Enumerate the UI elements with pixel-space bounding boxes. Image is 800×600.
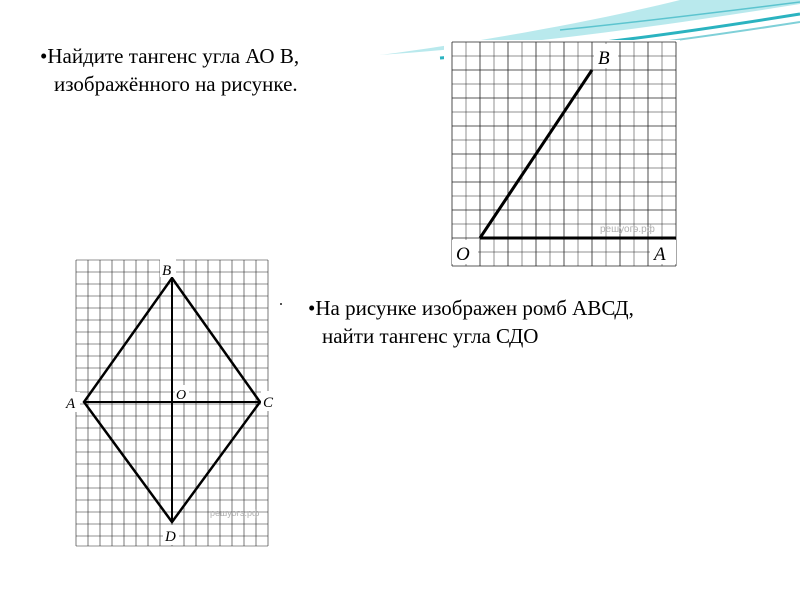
label-a: A xyxy=(66,396,76,412)
question-1-line-1 xyxy=(40,42,299,70)
figure-rhombus-abcd-svg xyxy=(60,258,280,548)
label-d: D xyxy=(165,529,176,545)
figure-rhombus-abcd xyxy=(60,258,280,548)
label-b: B xyxy=(162,263,172,279)
figure-angle-aob-svg xyxy=(444,40,680,268)
bullet: • xyxy=(308,296,316,320)
question-1 xyxy=(40,42,299,98)
label-o: O xyxy=(176,388,187,403)
question-2-line-1 xyxy=(308,294,634,322)
label-a: A xyxy=(654,244,666,265)
question-2 xyxy=(308,294,634,350)
watermark: решуогэ.рф xyxy=(210,508,260,518)
bullet: • xyxy=(40,44,48,68)
label-b: B xyxy=(598,48,610,69)
question-1-line-2: изображённого на рисунке. xyxy=(54,72,298,96)
question-2-text-1: На рисунке изображен ромб АВСД, xyxy=(315,296,634,320)
label-o: O xyxy=(456,244,470,265)
question-1-text-1: Найдите тангенс угла АО В, xyxy=(47,44,300,68)
figure-angle-aob xyxy=(444,40,680,268)
stray-dot xyxy=(280,303,282,305)
question-2-line-2: найти тангенс угла СДО xyxy=(322,324,539,348)
watermark: решуогэ.рф xyxy=(600,224,655,235)
label-c: C xyxy=(263,395,274,411)
